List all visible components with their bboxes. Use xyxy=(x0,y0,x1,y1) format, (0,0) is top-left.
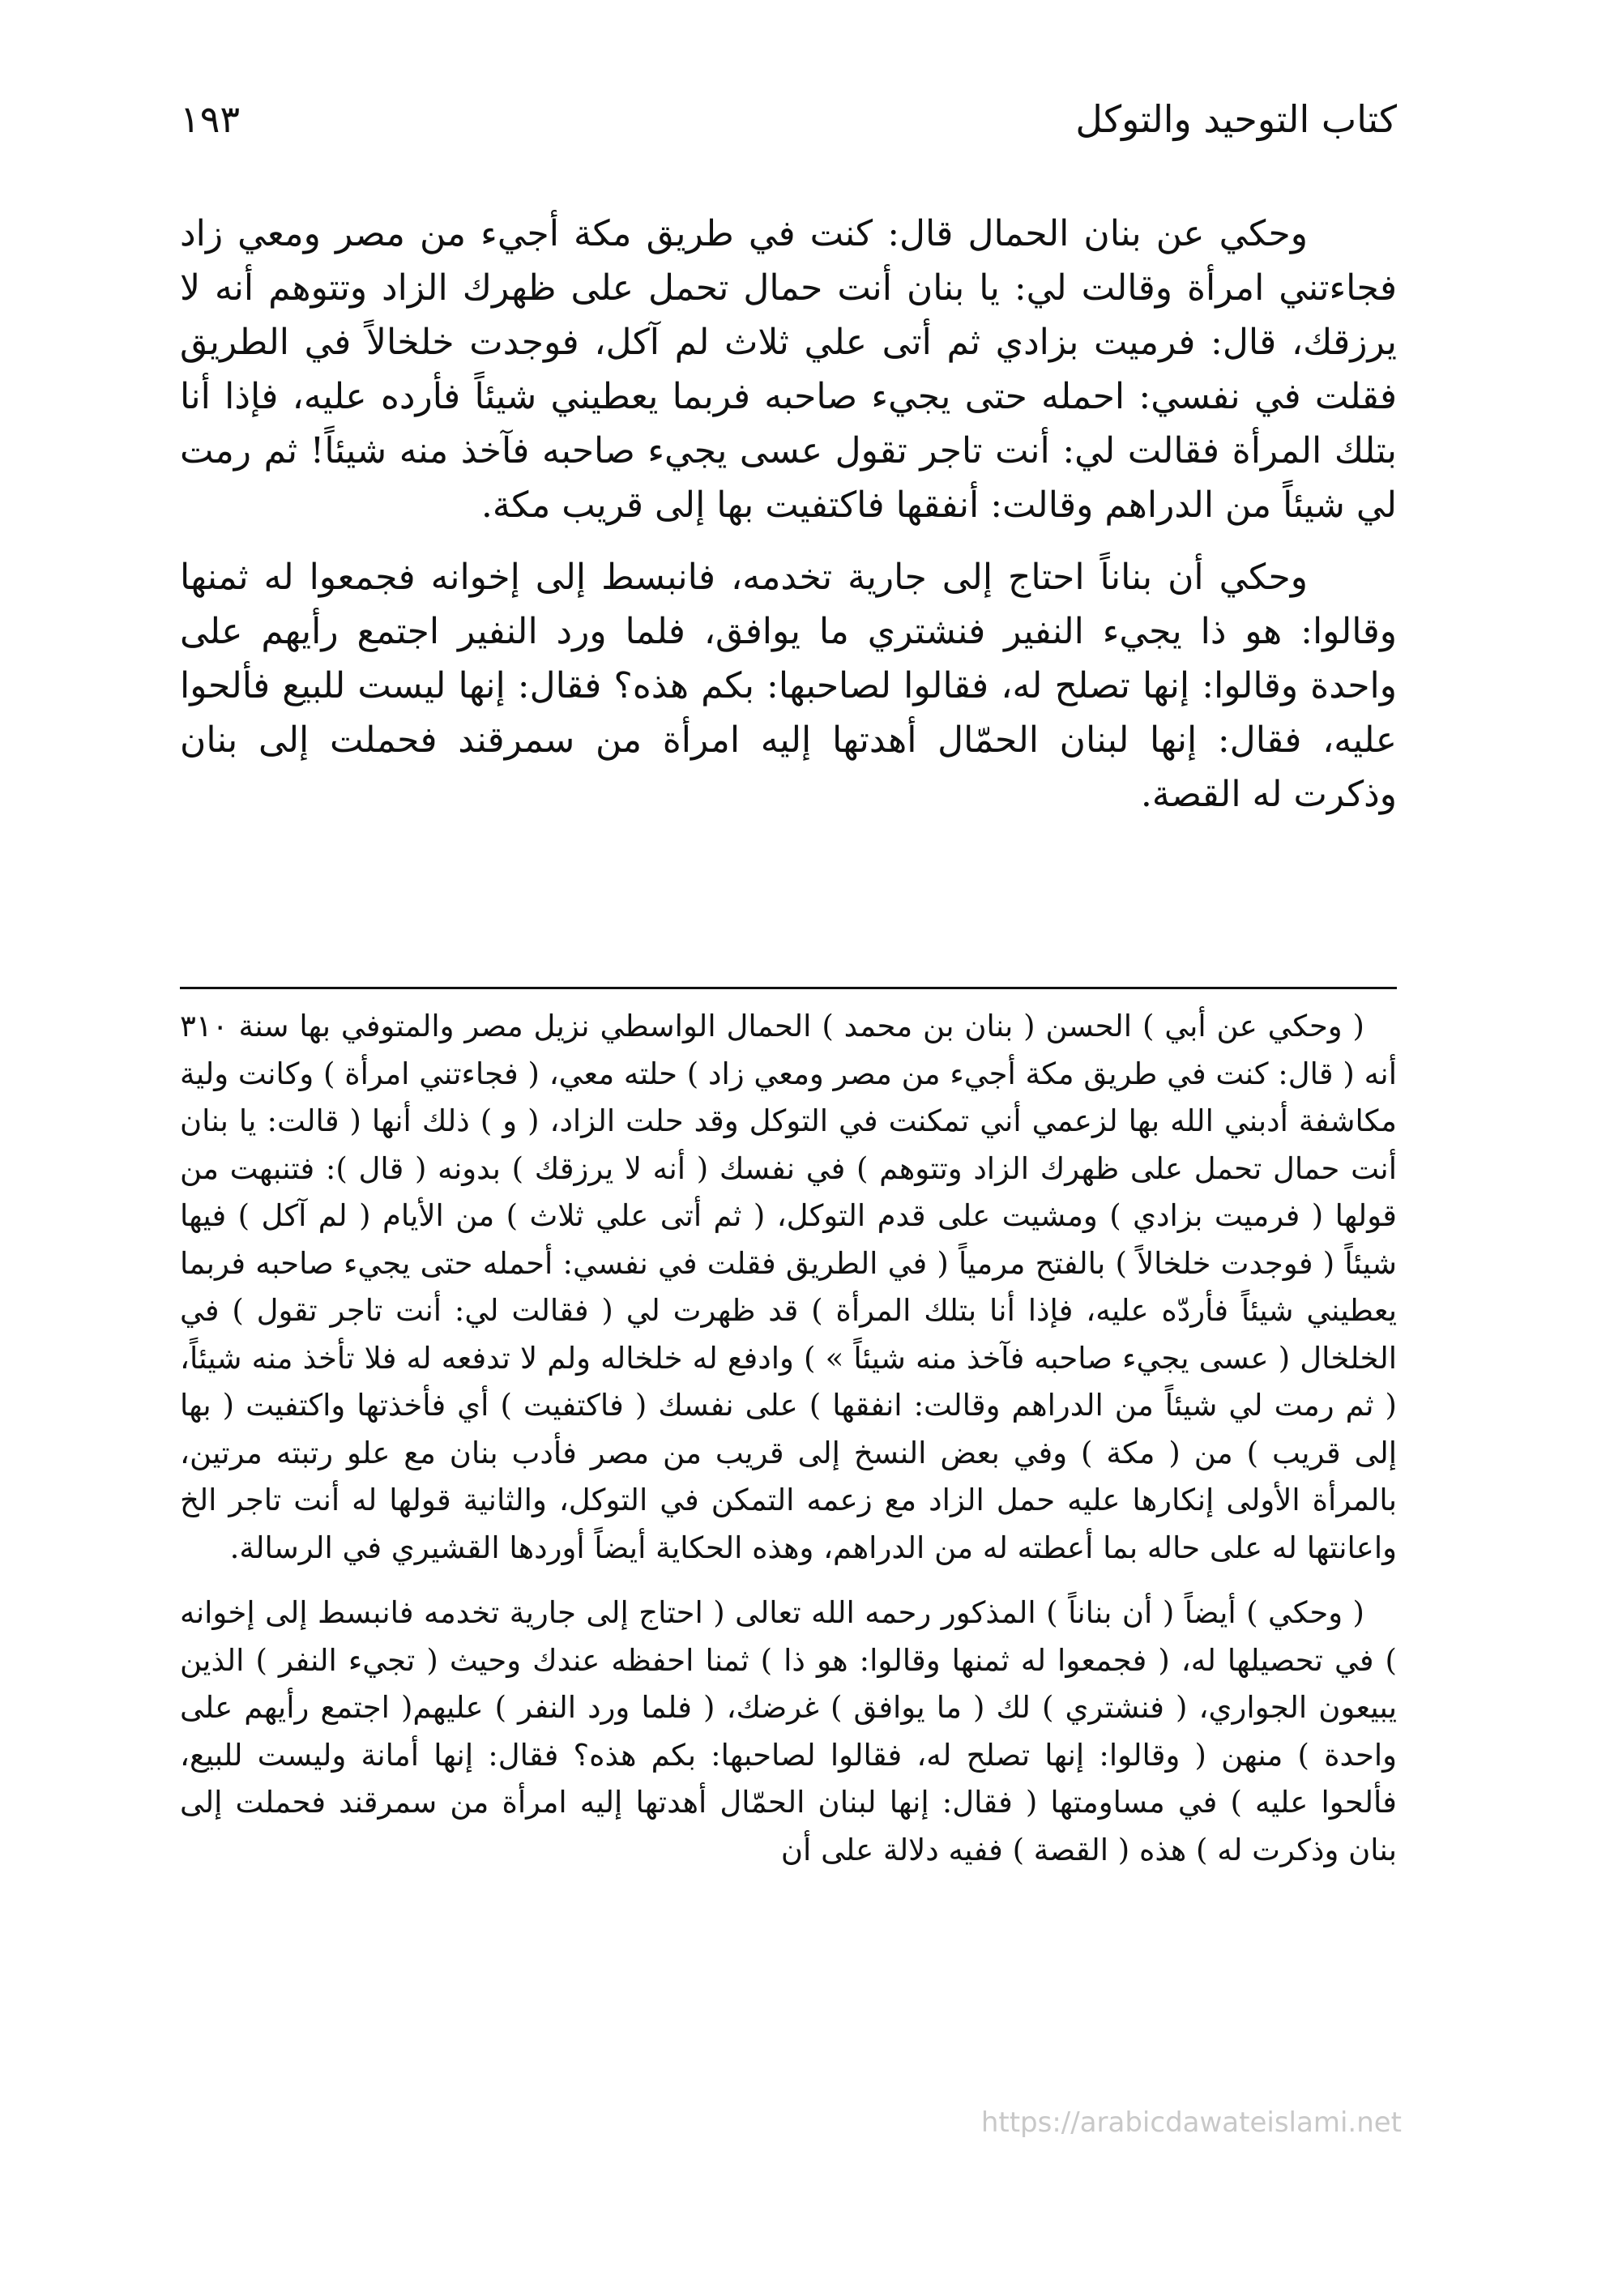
page-number: ١٩٣ xyxy=(180,97,241,141)
main-paragraph: وحكي عن بنان الحمال قال: كنت في طريق مكة أجيء من مصر ومعي زاد فجاءتني امرأة وقالت لي: يا بنان أنت حمال تحمل على ظهرك الزاد وتتوهم أنه لا يرزقك، قال: فرميت بزادي ثم أتى علي ثلاث لم آكل، فوجدت خلخالاً في الطريق فقلت في نفسي: احمله حتى يجيء صاحبه فربما يعطيني شيئاً فأرده عليه، فإذا أنا بتلك المرأة فقالت لي: أنت تاجر تقول عسى يجيء صاحبه فآخذ منه شيئاً! ثم رمت لي شيئاً من الدراهم وقالت: أنفقها فاكتفيت بها إلى قريب مكة. xyxy=(180,213,1397,526)
footnote-divider xyxy=(180,987,1397,989)
watermark-url: https://arabicdawateislami.net xyxy=(980,2106,1402,2139)
main-text xyxy=(180,207,1397,839)
page-header xyxy=(180,91,1397,156)
commentary-paragraph: ( وحكي ) أيضاً ( أن بناناً ) المذكور رحمه الله تعالى ( احتاج إلى جارية تخدمه فانبسط إلى إخوانه ) في تحصيلها له، ( فجمعوا له ثمنها وقالوا: هو ذا ) ثمنا احفظه عندك وحيث ( تجيء النفر ) الذين يبيعون الجواري، ( فنشتري ) لك ( ما يوافق ) غرضك، ( فلما ورد النفر ) عليهم( اجتمع رأيهم على واحدة ) منهن ( وقالوا: إنها تصلح له، فقالوا لصاحبها: بكم هذه؟ فقال: إنها أمانة وليست للبيع، فألحوا عليه ) في مساومتها ( فقال: إنها لبنان الحمّال أهدتها إليه امرأة من سمرقند فحملت إلى بنان وذكرت له ) هذه ( القصة ) ففيه دلالة على أن xyxy=(180,1595,1397,1867)
commentary-text xyxy=(180,1003,1397,1892)
commentary-paragraph: ( وحكي عن أبي ) الحسن ( بنان بن محمد ) الحمال الواسطي نزيل مصر والمتوفي بها سنة ٣١٠ أنه ( قال: كنت في طريق مكة أجيء من مصر ومعي زاد ) حلته معي، ( فجاءتني امرأة ) وكانت ولية مكاشفة أدبني الله بها لزعمي أني تمكنت في التوكل وقد حلت الزاد، ( و ) ذلك أنها ( قالت: يا بنان أنت حمال تحمل على ظهرك الزاد وتتوهم ) في نفسك ( أنه لا يرزقك ) بدونه ( قال ): فتنبهت من قولها ( فرميت بزادي ) ومشيت على قدم التوكل، ( ثم أتى علي ثلاث ) من الأيام ( لم آكل ) فيها شيئاً ( فوجدت خلخالاً ) بالفتح مرمياً ( في الطريق فقلت في نفسي: أحمله حتى يجيء صاحبه فربما يعطيني شيئاً فأردّه عليه، فإذا أنا بتلك المرأة ) قد ظهرت لي ( فقالت لي: أنت تاجر تقول ) في الخلخال ( عسى يجيء صاحبه فآخذ منه شيئاً » ) وادفع له خلخاله ولم لا تدفعه له فلا تأخذ منه شيئاً، ( ثم رمت لي شيئاً من الدراهم وقالت: انفقها ) على نفسك ( فاكتفيت ) أي فأخذتها واكتفيت ( بها إلى قريب ) من ( مكة ) وفي بعض النسخ إلى قريب من مصر فأدب بنان مع علو رتبته مرتين، بالمرأة الأولى إنكارها عليه حمل الزاد مع زعمه التمكن في التوكل، والثانية قولها له أنت تاجر الخ واعانتها له على حاله بما أعطته له من الدراهم، وهذه الحكاية أيضاً أوردها القشيري في الرسالة. xyxy=(180,1009,1397,1565)
book-title: كتاب التوحيد والتوكل xyxy=(1075,97,1397,141)
main-paragraph: وحكي أن بناناً احتاج إلى جارية تخدمه، فانبسط إلى إخوانه فجمعوا له ثمنها وقالوا: هو ذا يجيء النفير فنشتري ما يوافق، فلما ورد النفير اجتمع رأيهم على واحدة وقالوا: إنها تصلح له، فقالوا لصاحبها: بكم هذه؟ فقال: إنها ليست للبيع فألحوا عليه، فقال: إنها لبنان الحمّال أهدتها إليه امرأة من سمرقند فحملت إلى بنان وذكرت له القصة. xyxy=(180,557,1397,815)
